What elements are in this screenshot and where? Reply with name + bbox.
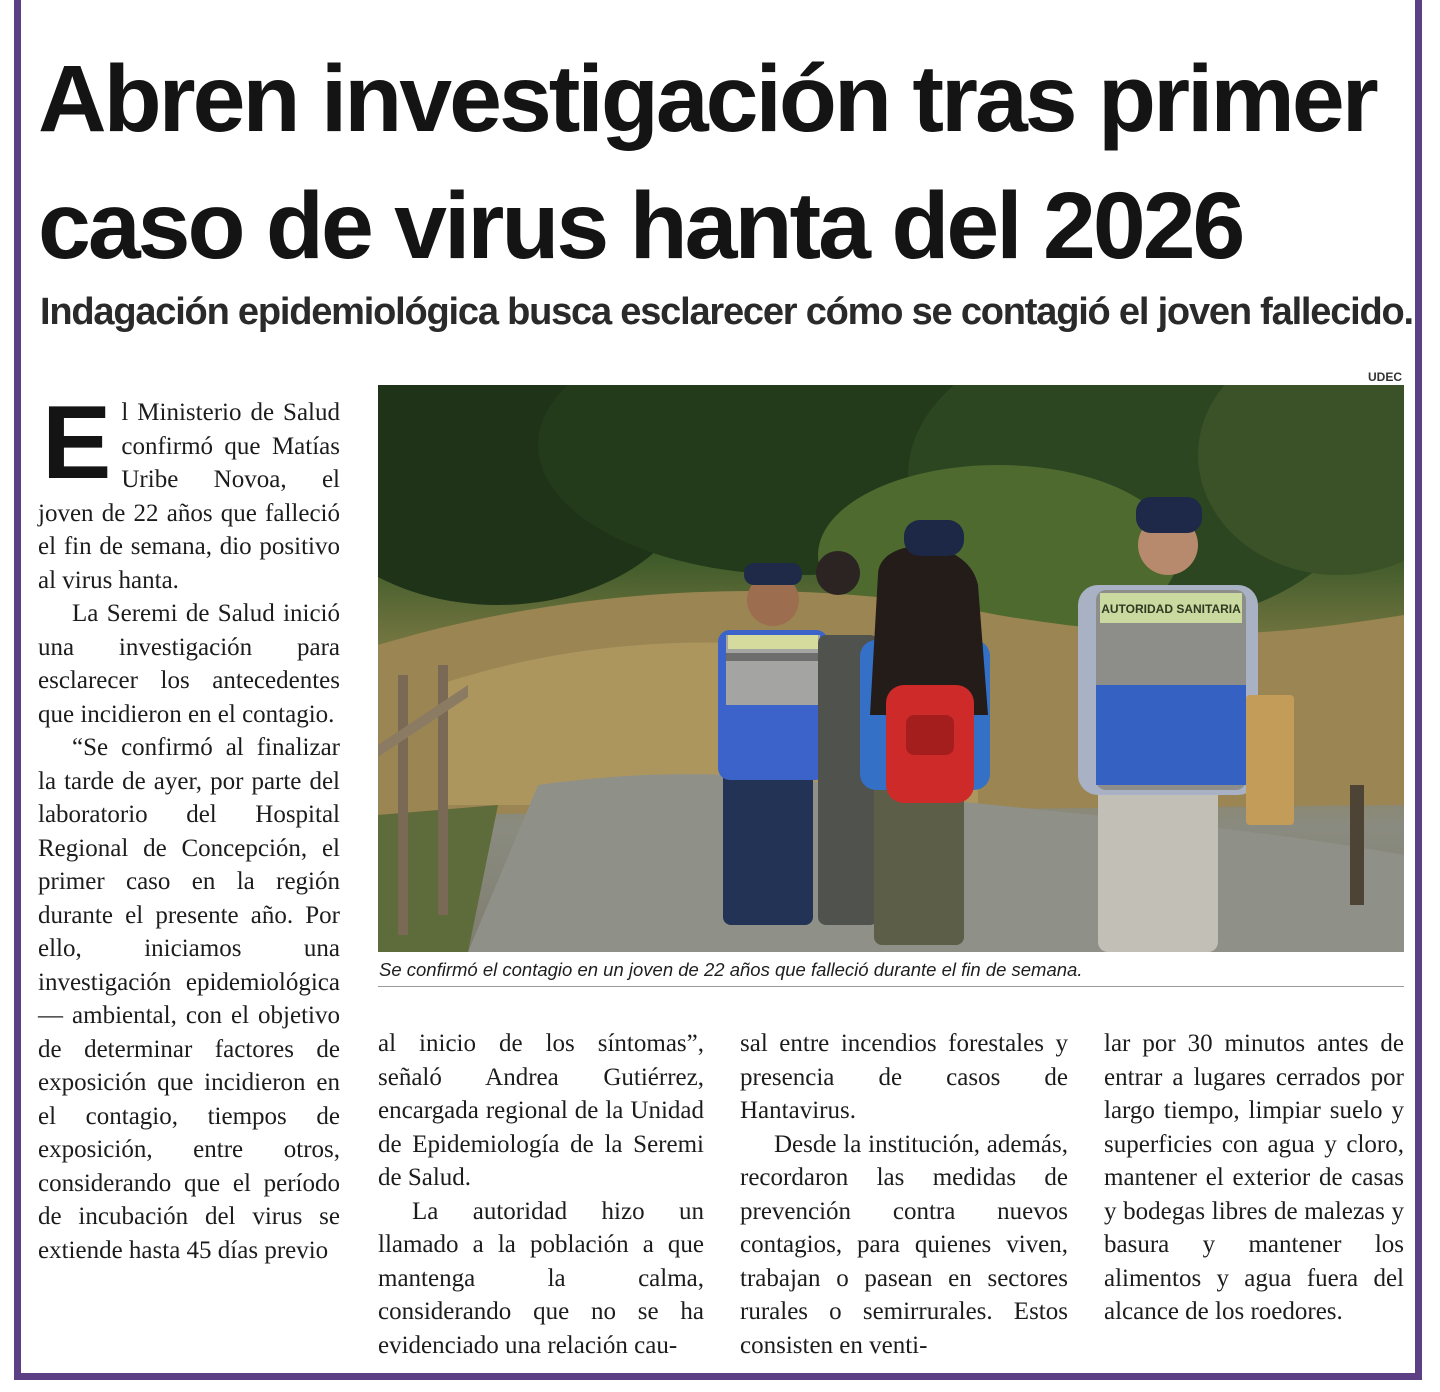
paragraph: La autoridad hizo un llamado a la población a que mantenga la calma, considerando que no se ha evidenciado una relación cau- [378, 1197, 704, 1359]
photo-caption: Se confirmó el contagio en un joven de 22 años que falleció durante el fin de semana. [379, 959, 1083, 980]
article-column-3 [740, 1027, 1068, 1362]
subheadline: Indagación epidemiológica busca esclarecer cómo se contagió el joven fallecido. [40, 291, 1413, 333]
paragraph: “Se confirmó al finalizar la tarde de ayer, por parte del laboratorio del Hospital Regional de Concepción, el primer caso en la región durante el presente año. Por ello, iniciamos una investigación epidemiológica — ambiental, con el objetivo de determinar factores de exposición que incidieron en el contagio, tiempos de exposición, entre otros, considerando que el período de incubación del virus se extiende hasta 45 días previo [38, 734, 340, 1264]
vest-label: AUTORIDAD SANITARIA [1101, 602, 1241, 616]
photo-credit: UDEC [1367, 370, 1402, 384]
paragraph: al inicio de los síntomas”, señaló Andrea Gutiérrez, encargada regional de la Unidad de Epidemiología de la Seremi de Salud. [378, 1030, 704, 1191]
article-column-1 [38, 385, 340, 1267]
paragraph [38, 385, 340, 597]
paragraph: Desde la institución, además, recordaron las medidas de prevención contra nuevos contagios, para quienes viven, trabajan o pasean en sectores rurales o semirrurales. Estos consisten en venti- [740, 1130, 1068, 1359]
news-photo [378, 385, 1404, 952]
paragraph: lar por 30 minutos antes de entrar a lugares cerrados por largo tiempo, limpiar suelo y superficies con agua y cloro, mantener el exterior de casas y bodegas libres de malezas y basura y mantener los alimentos y agua fuera del alcance de los roedores. [1104, 1030, 1404, 1325]
paragraph: La Seremi de Salud inició una investigación para esclarecer los antecedentes que incidieron en el contagio. [38, 600, 340, 728]
headline: Abren investigación tras primer caso de virus hanta del 2026 [38, 46, 1376, 279]
paragraph-text: l Ministerio de Salud confirmó que Matías Uribe Novoa, el joven de 22 años que falleció el fin de semana, dio positivo al virus hanta. [38, 399, 340, 594]
caption-divider [378, 986, 1404, 987]
article-column-4 [1104, 1027, 1404, 1329]
article-column-2 [378, 1027, 704, 1362]
paragraph: sal entre incendios forestales y presencia de casos de Hantavirus. [740, 1030, 1068, 1124]
drop-cap: E [42, 385, 112, 501]
